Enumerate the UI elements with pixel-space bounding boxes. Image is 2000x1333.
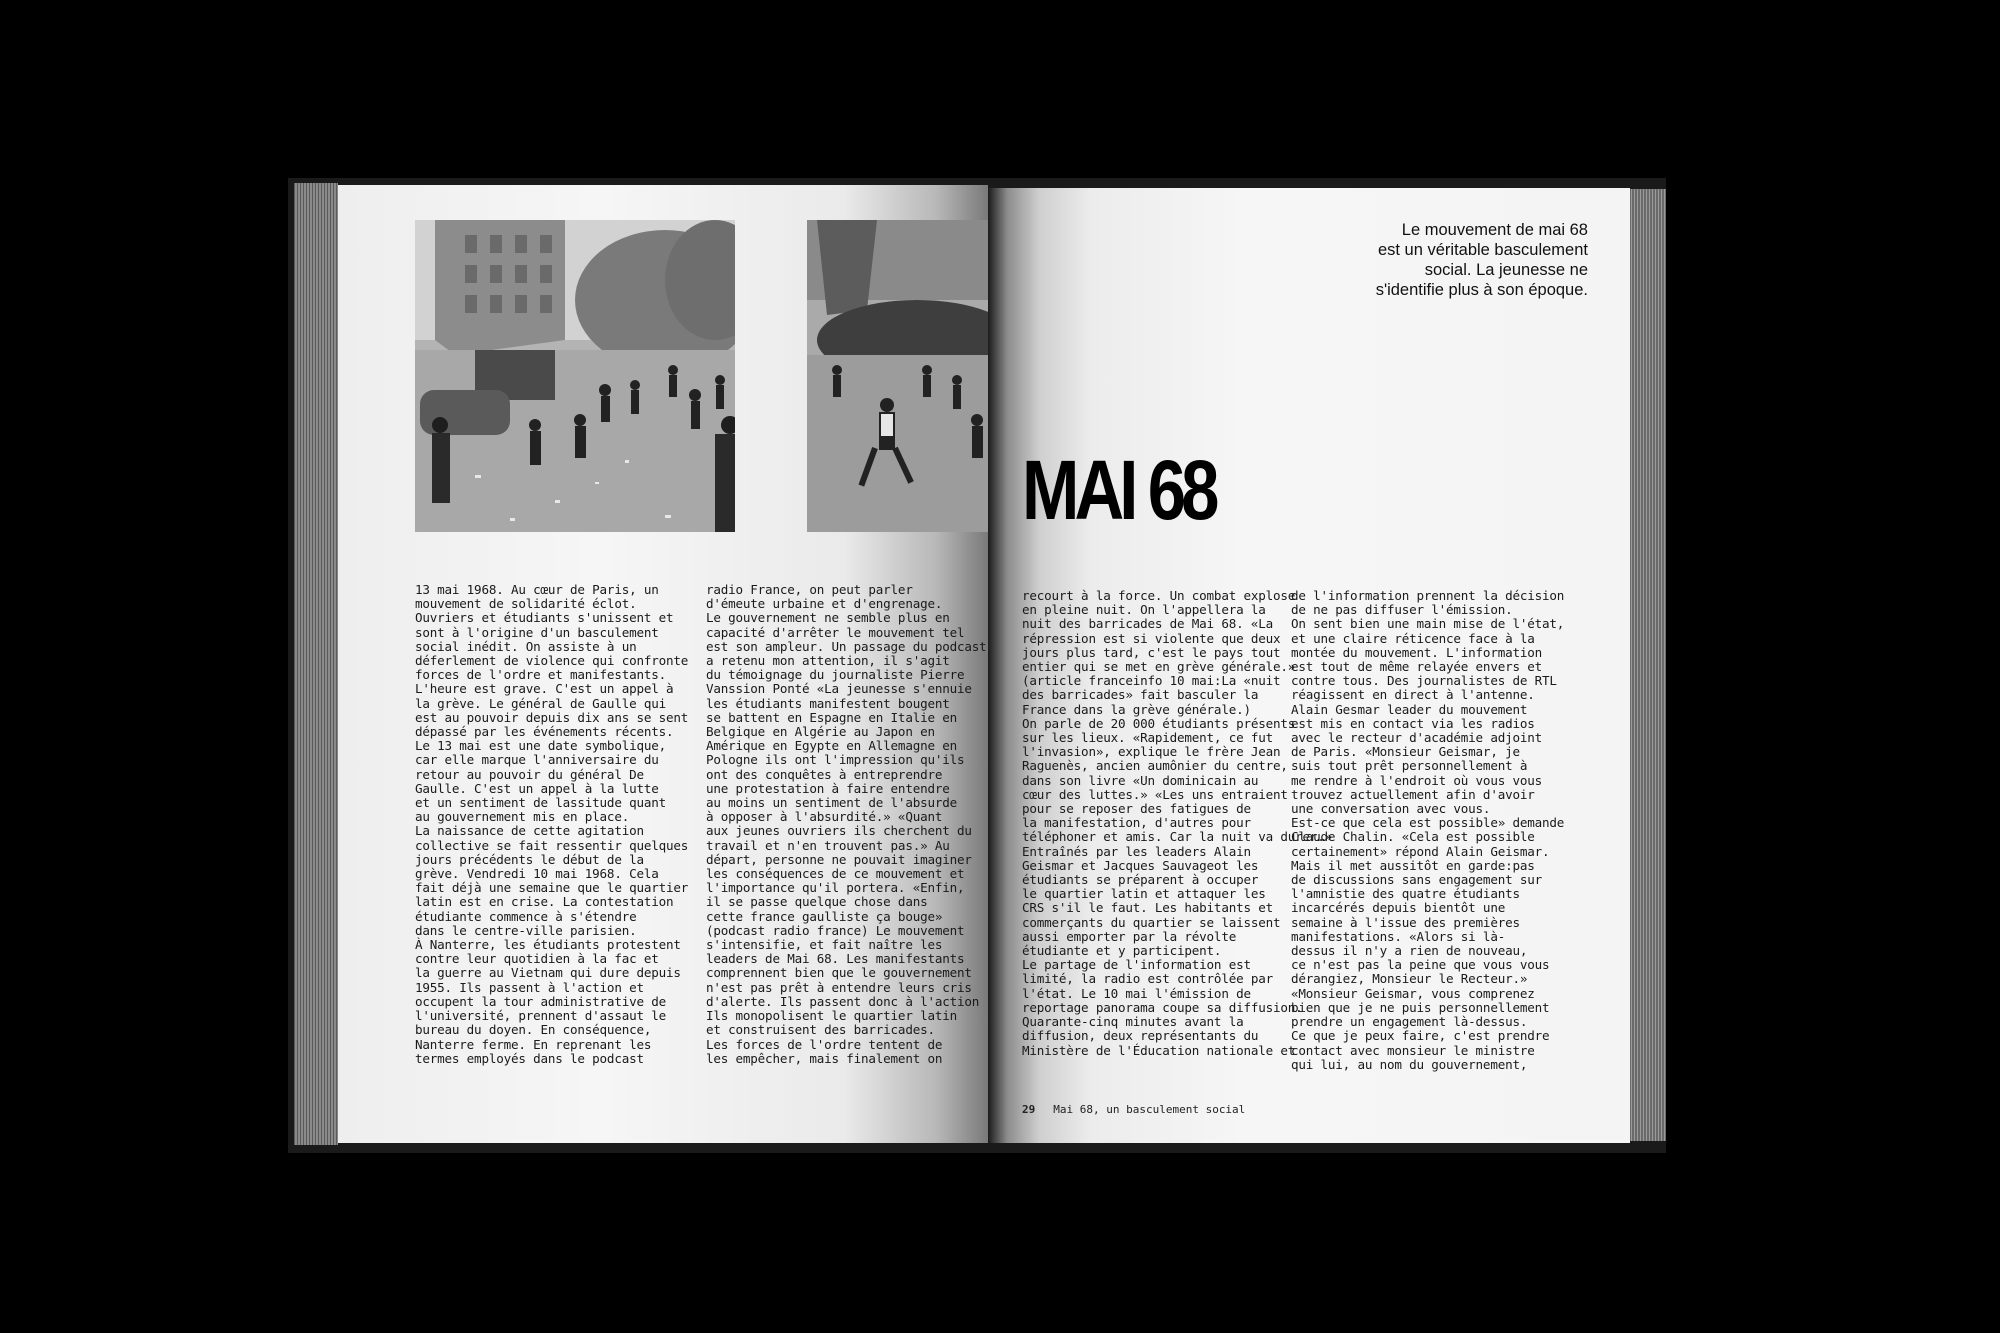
left-page [338, 185, 988, 1143]
body-column-3: recourt à la force. Un combat explose en pleine nuit. On l'appellera la nuit des barricades de Mai 68. «La répression est si violente que deux jours plus tard, c'est le pays tout entier qui se met en grève générale.» (article franceinfo 10 mai:La «nuit des barricades» fait basculer la France dans la grève générale.) On parle de 20 000 étudiants présents sur les lieux. «Rapidement, ce fut l'invasion», explique le frère Jean Raguenès, ancien aumônier du centre, dans son livre «Un dominicain au cœur des luttes.» «Les uns entraient pour se reposer des fatigues de la manifestation, d'autres pour téléphoner et amis. Car la nuit va durer…» Entraînés par les leaders Alain Geismar et Jacques Sauvageot les étudiants se préparent à occuper le quartier latin et attaquer les CRS s'il le faut. Les habitants et commerçants du quartier se laissent aussi emporter par la révolte étudiante et y participent. Le partage de l'information est limité, la radio est contrôlée par l'état. Le 10 mai l'émission de reportage panorama coupe sa diffusion. Quarante-cinq minutes avant la diffusion, deux représentants du Ministère de l'Éducation nationale et [1022, 588, 1333, 1058]
page-number: 29 [1022, 1103, 1036, 1116]
protest-photo-street [415, 220, 735, 532]
chapter-title: MAI 68 [1022, 443, 1215, 537]
page-footer [1022, 1103, 1245, 1116]
body-column-2: radio France, on peut parler d'émeute urbaine et d'engrenage. Le gouvernement ne semble plus en capacité d'arrêter le mouvement tel est son ampleur. Un passage du podcast a retenu mon attention, il s'agit du témoignage du journaliste Pierre Vanssion Ponté «La jeunesse s'ennuie les étudiants manifestent bougent se battent en Espagne en Italie en Belgique en Algérie au Japon en Amérique en Egypte en Allemagne en Pologne ils ont l'impression qu'ils ont des conquêtes à entreprendre une protestation à faire entendre au moins un sentiment de l'absurde à opposer à l'absurdité.» «Quant aux jeunes ouvriers ils cherchent du travail et n'en trouvent pas.» Au départ, personne ne pouvait imaginer les conséquences de ce mouvement et l'importance qu'il portera. «Enfin, il se passe quelque chose dans cette france gaulliste ça bouge» (podcast radio france) Le mouvement s'intensifie, et fait naître les leaders de Mai 68. Les manifestants comprennent bien que le gouvernement n'est pas prêt à entendre leurs cris d'alerte. Ils passent donc à l'action Ils monopolisent le quartier latin et construisent des barricades. Les forces de l'ordre tentent de les empêcher, mais finalement on [706, 582, 987, 1066]
body-column-4: de l'information prennent la décision de ne pas diffuser l'émission. On sent bien une main mise de l'état, et une claire réticence face à la montée du mouvement. L'information est tout de même relayée envers et contre tous. Des journalistes de RTL réagissent en direct à l'antenne. Alain Gesmar leader du mouvement est mis en contact via les radios avec le recteur d'académie adjoint de Paris. «Monsieur Geismar, je suis tout prêt personnellement à me rendre à l'endroit où vous vous trouvez actuellement afin d'avoir une conversation avec vous. Est-ce que cela est possible» demande Claude Chalin. «Cela est possible certainement» répond Alain Geismar. Mais il met aussitôt en garde:pas de discussions sans engagement sur l'amnistie des quatre étudiants incarcérés depuis bientôt une semaine à l'issue des premières manifestations. «Alors si là- dessus il n'y a rien de nouveau, ce n'est pas la peine que vous vous dérangiez, Monsieur le Recteur.» «Monsieur Geismar, vous comprenez bien que je ne puis personnellement prendre un engagement là-dessus. Ce que je peux faire, c'est prendre contact avec monsieur le ministre qui lui, au nom du gouvernement, [1291, 588, 1565, 1072]
body-column-1: 13 mai 1968. Au cœur de Paris, un mouvement de solidarité éclot. Ouvriers et étudiants s'unissent et sont à l'origine d'un basculement social inédit. On assiste à un déferlement de violence qui confronte forces de l'ordre et manifestants. L'heure est grave. C'est un appel à la grève. Le général de Gaulle qui est au pouvoir depuis dix ans se sent dépassé par les événements récents. Le 13 mai est une date symbolique, car elle marque l'anniversaire du retour au pouvoir du général De Gaulle. C'est un appel à la lutte et un sentiment de lassitude quant au gouvernement mis en place. La naissance de cette agitation collective se fait ressentir quelques jours précédents le début de la grève. Vendredi 10 mai 1968. Cela fait déjà une semaine que le quartier latin est en crise. La contestation étudiante commence à s'étendre dans le centre-ville parisien. À Nanterre, les étudiants protestent contre leur quotidien à la fac et la guerre au Vietnam qui dure depuis 1955. Ils passent à l'action et occupent la tour administrative de l'université, prennent d'assaut le bureau du doyen. En conséquence, Nanterre ferme. En reprenant les termes employés dans le podcast [415, 582, 689, 1066]
protest-photo-crowd [807, 220, 988, 532]
pull-quote: Le mouvement de mai 68 est un véritable basculement social. La jeunesse ne s'identifie plus à son époque. [1375, 221, 1588, 299]
running-title: Mai 68, un basculement social [1053, 1103, 1246, 1116]
page-edges-left [294, 183, 338, 1145]
right-page [988, 188, 1630, 1143]
